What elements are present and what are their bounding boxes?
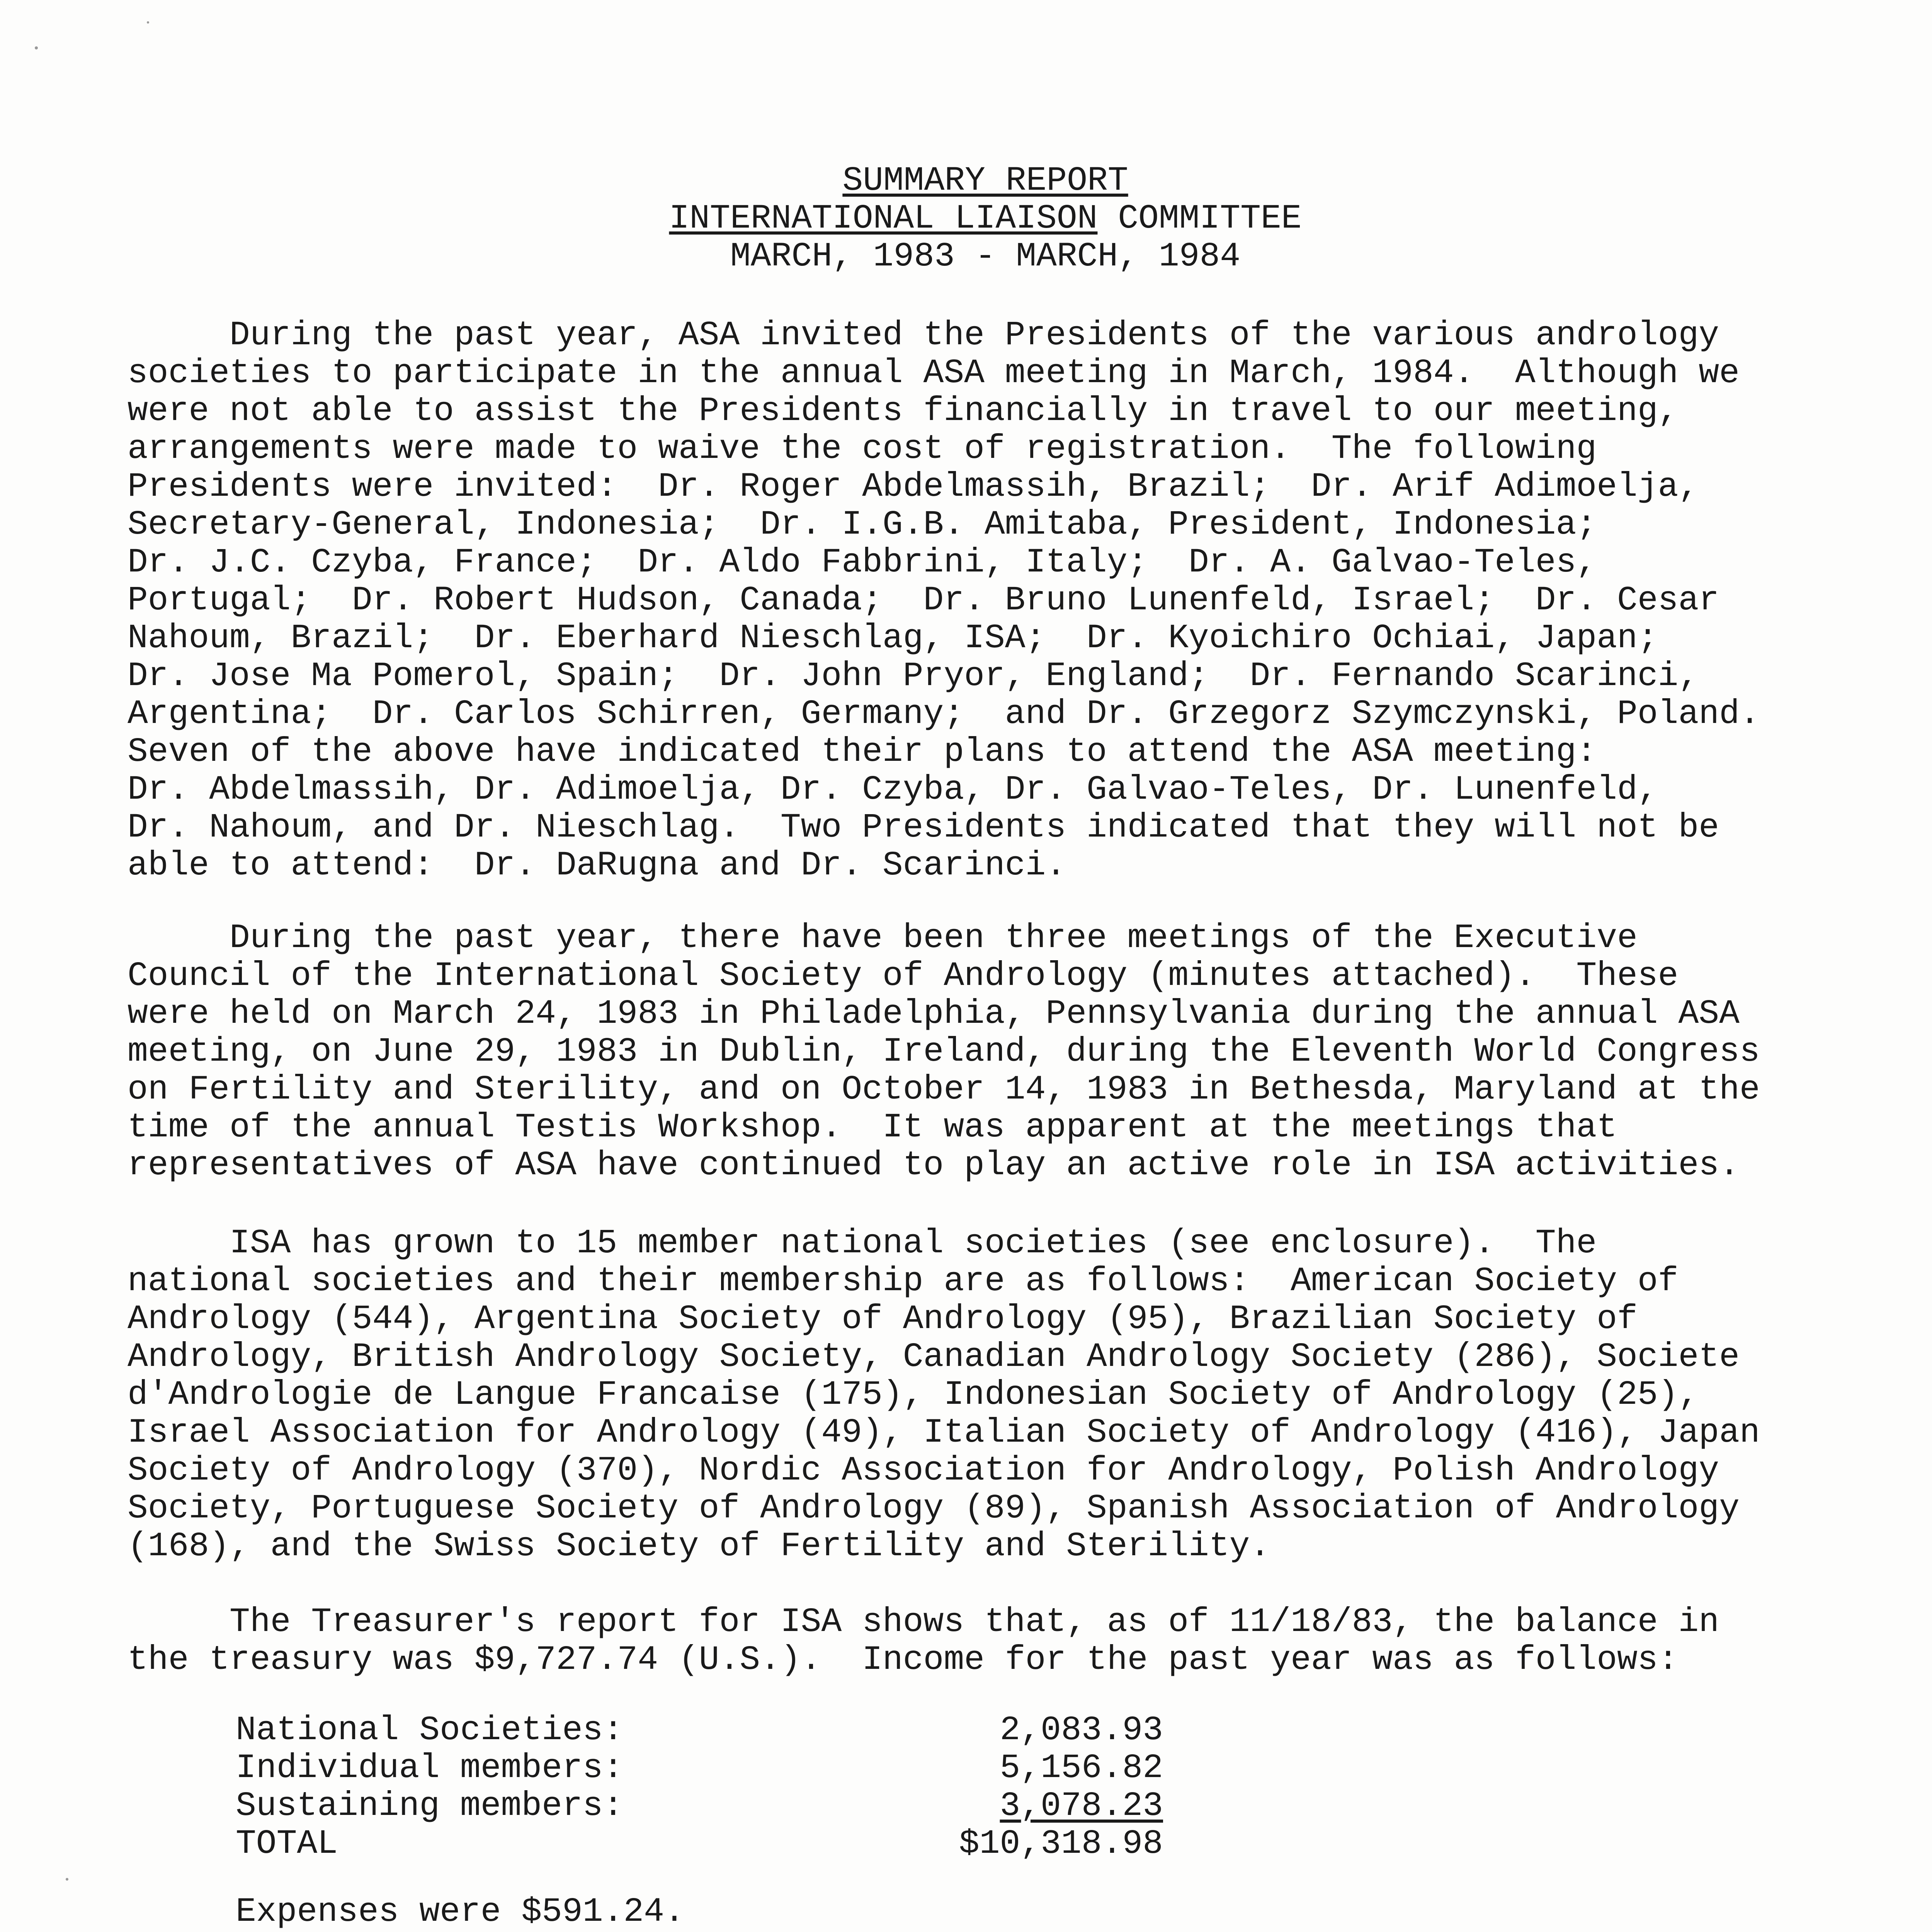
heading-period: MARCH, 1983 - MARCH, 1984 (730, 238, 1241, 276)
paragraph-member-societies: ISA has grown to 15 member national societies (see enclosure). The national societies and their membership are as follows: American Society of Andrology (544), Argentina Society of Andrology (95), Brazilian Society of Andrology, British Andrology Society, Canadian Andrology Society (286), Societe d'Andrologie de Langue Francaise (175), Indonesian Society of Andrology (25), Israel Association for Andrology (49), Italian Society of Andrology (416), Japan Society of Andrology (370), Nordic Association for Andrology, Polish Andrology Society, Portuguese Society of Andrology (89), Spanish Association of Andrology (168), and the Swiss Society of Fertility and Sterility. (128, 1225, 1760, 1566)
paragraph-invitations: During the past year, ASA invited the Presidents of the various andrology societies to participate in the annual ASA meeting in March, 1984. Although we were not able to assist the Presidents financially in travel to our meeting, arrangements were made to waive the cost of registration. The following Presidents were invited: Dr. Roger Abdelmassih, Brazil; Dr. Arif Adimoelja, Secretary-General, Indonesia; Dr. I.G.B. Amitaba, President, Indonesia; Dr. J.C. Czyba, France; Dr. Aldo Fabbrini, Italy; Dr. A. Galvao-Teles, Portugal; Dr. Robert Hudson, Canada; Dr. Bruno Lunenfeld, Israel; Dr. Cesar Nahoum, Brazil; Dr. Eberhard Nieschlag, ISA; Dr. Kyoichiro Ochiai, Japan; Dr. Jose Ma Pomerol, Spain; Dr. John Pryor, England; Dr. Fernando Scarinci, Argentina; Dr. Carlos Schirren, Germany; and Dr. Grzegorz Szymczynski, Poland. Seven of the above have indicated their plans to attend the ASA meeting: Dr. Abdelmassih, Dr. Adimoelja, Dr. Czyba, Dr. Galvao-Teles, Dr. Lunenfeld, Dr. Nahoum, and Dr. Nieschlag. Two Presidents indicated that they will not be able to attend: Dr. DaRugna and Dr. Scarinci. (128, 316, 1760, 885)
paper-speck (66, 1878, 68, 1881)
income-row: Individual members: 5,156.82 (236, 1749, 1163, 1787)
heading-title: SUMMARY REPORT (842, 162, 1128, 200)
heading-committee: INTERNATIONAL LIAISON COMMITTEE (669, 200, 1302, 238)
paper-speck (35, 46, 38, 49)
income-total-row: TOTAL $10,318.98 (236, 1825, 1163, 1863)
report-heading (580, 162, 1391, 276)
income-row: Sustaining members: 3,078.23 (236, 1787, 1163, 1825)
income-table (236, 1712, 1163, 1863)
paragraph-treasurer: The Treasurer's report for ISA shows that, as of 11/18/83, the balance in the treasury was $9,727.74 (U.S.). Income for the past year was as follows: (128, 1603, 1719, 1679)
income-row: National Societies: 2,083.93 (236, 1711, 1163, 1750)
paper-speck (147, 21, 149, 24)
expenses-line: Expenses were $591.24. (236, 1893, 685, 1931)
paragraph-executive-meetings: During the past year, there have been three meetings of the Executive Council of the International Society of Andrology (minutes attached). These were held on March 24, 1983 in Philadelphia, Pennsylvania during the annual ASA meeting, on June 29, 1983 in Dublin, Ireland, during the Eleventh World Congress on Fertility and Sterility, and on October 14, 1983 in Bethesda, Maryland at the time of the annual Testis Workshop. It was apparent at the meetings that representatives of ASA have continued to play an active role in ISA activities. (128, 919, 1760, 1185)
